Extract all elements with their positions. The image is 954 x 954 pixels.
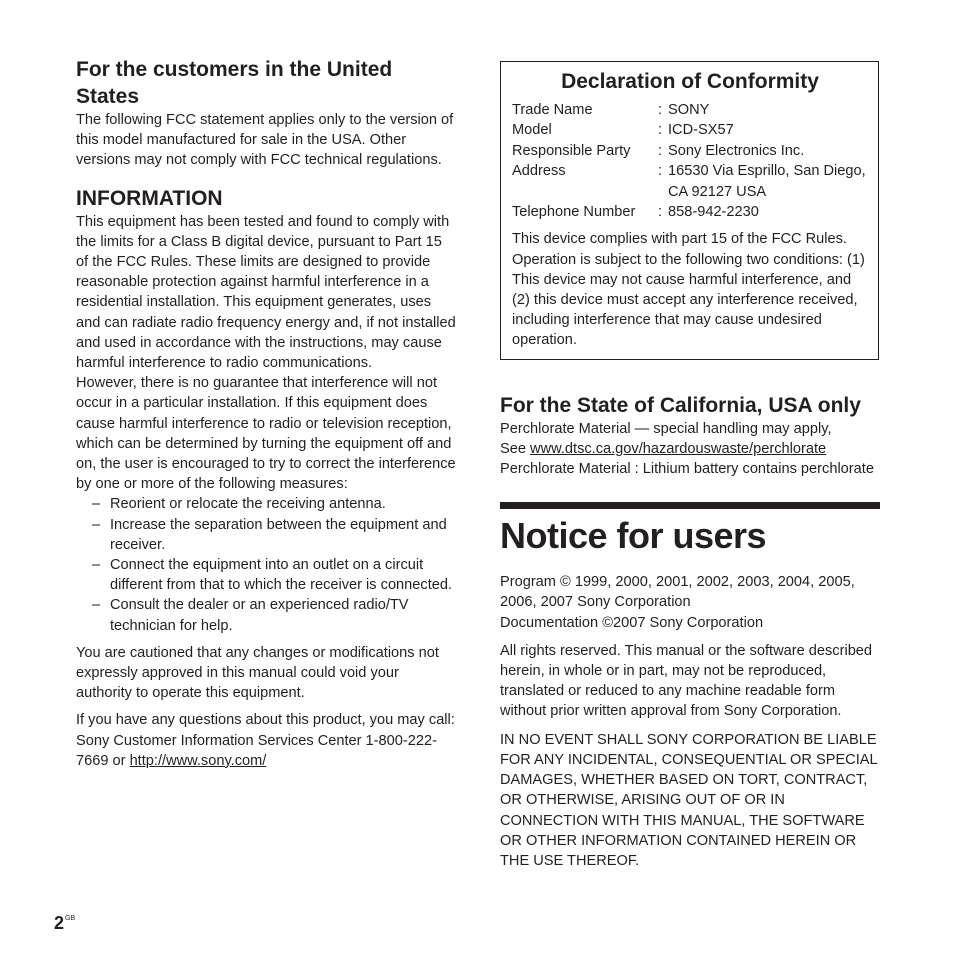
measure-item: – Increase the separation between the equipment and receiver. [92, 516, 447, 553]
declaration-label: Trade Name [512, 102, 593, 118]
right-column [500, 56, 880, 871]
declaration-table [512, 100, 868, 222]
program-copyright: Program © 1999, 2000, 2001, 2002, 2003, 2004, 2005, 2006, 2007 Sony Corporation [500, 574, 855, 611]
documentation-copyright: Documentation ©2007 Sony Corporation [500, 614, 764, 631]
declaration-separator: : [658, 122, 663, 139]
section-divider-bar [500, 502, 880, 509]
dash-mark: – [92, 496, 101, 513]
class-b-paragraph: This equipment has been tested and found to comply with the limits for a Class B digital device, pursuant to Part 15 of the FCC Rules. These limits are designed to provide reasonable protection against harmful interference in a residential installation. This equipment generates, uses and can radiate radio frequency energy and, if not installed and used in accordance with the instructions, may cause harmful interference to radio communications. [76, 213, 456, 372]
declaration-value: 858-942-2230 [668, 204, 759, 221]
us-customers-heading: For the customers in the United States [76, 58, 393, 108]
declaration-separator: : [658, 102, 663, 118]
notice-heading: Notice for users [500, 515, 767, 557]
measures-list [76, 494, 458, 635]
declaration-label: Address [512, 163, 566, 180]
declaration-heading: Declaration of Conformity [561, 70, 819, 93]
no-guarantee-paragraph: However, there is no guarantee that interference will not occur in a particular installation. If this equipment does cause harmful interference to radio or television reception, which can be determined by turning the equipment off and on, the user is encouraged to try to correct the interference by one or more of the following measures: [76, 375, 456, 493]
caution-paragraph: You are cautioned that any changes or modifications not expressly approved in this manual could void your authority to operate this equipment. [76, 644, 439, 702]
declaration-separator: : [658, 142, 663, 159]
perchlorate-line: Perchlorate Material — special handling may apply, [500, 420, 832, 437]
declaration-label: Telephone Number [512, 204, 636, 221]
declaration-value: Sony Electronics Inc. [668, 142, 805, 159]
dash-mark: – [92, 516, 101, 533]
dash-mark: – [92, 557, 101, 574]
dash-mark: – [92, 597, 101, 614]
information-heading: INFORMATION [76, 186, 223, 210]
fcc-intro-paragraph: The following FCC statement applies only to the version of this model manufactured for sale in the USA. Other versions may not comply with FCC technical regulations. [76, 112, 454, 169]
liability-paragraph: IN NO EVENT SHALL SONY CORPORATION BE LIABLE FOR ANY INCIDENTAL, CONSEQUENTIAL OR SPECIAL DAMAGES, WHETHER BASED ON TORT, CONTRACT, OR OTHERWISE, ARISING OUT OF OR IN CONNECTION WITH THIS MANUAL, THE SOFTWARE OR OTHER INFORMATION CONTAINED HEREIN OR THE USE THEREOF. [500, 731, 878, 869]
declaration-separator: : [658, 163, 663, 180]
declaration-separator: : [658, 204, 663, 221]
left-column [76, 56, 458, 771]
sony-website-link[interactable]: http://www.sony.com/ [129, 752, 267, 769]
dtsc-perchlorate-link[interactable]: www.dtsc.ca.gov/hazardouswaste/perchlorate [530, 440, 827, 457]
perchlorate-battery-line: Perchlorate Material : Lithium battery contains perchlorate [500, 461, 874, 478]
measure-item: – Connect the equipment into an outlet on a circuit different from that to which the receiver is connected. [92, 557, 453, 594]
declaration-compliance-text: This device complies with part 15 of the FCC Rules. Operation is subject to the following two conditions: (1) This device may not cause harmful interference, and (2) this device must accept any interference received, including interference that may cause undesired operation. [512, 231, 865, 349]
declaration-value: SONY [668, 102, 710, 118]
california-heading: For the State of California, USA only [500, 393, 861, 417]
measure-item: – Consult the dealer or an experienced radio/TV technician for help. [92, 597, 409, 634]
page-language-code: GB [65, 915, 76, 922]
contact-paragraph: If you have any questions about this product, you may call: Sony Customer Information Services Center 1-800-222-7669 or http://www.sony.com/ [76, 712, 455, 769]
declaration-label: Model [512, 122, 552, 139]
declaration-value: 16530 Via Esprillo, San Diego, CA 92127 USA [668, 163, 866, 200]
declaration-of-conformity-box [500, 61, 879, 360]
rights-paragraph: All rights reserved. This manual or the software described herein, in whole or in part, may not be reproduced, translated or reduced to any machine readable form without prior written approval from Sony Corporation. [500, 642, 873, 720]
page-number: $2^{GB}$ [54, 913, 76, 933]
declaration-label: Responsible Party [512, 142, 631, 159]
perchlorate-see-line: See www.dtsc.ca.gov/hazardouswaste/perchlorate [500, 440, 827, 457]
measure-item: – Reorient or relocate the receiving antenna. [76, 494, 458, 514]
declaration-value: ICD-SX57 [668, 122, 734, 139]
